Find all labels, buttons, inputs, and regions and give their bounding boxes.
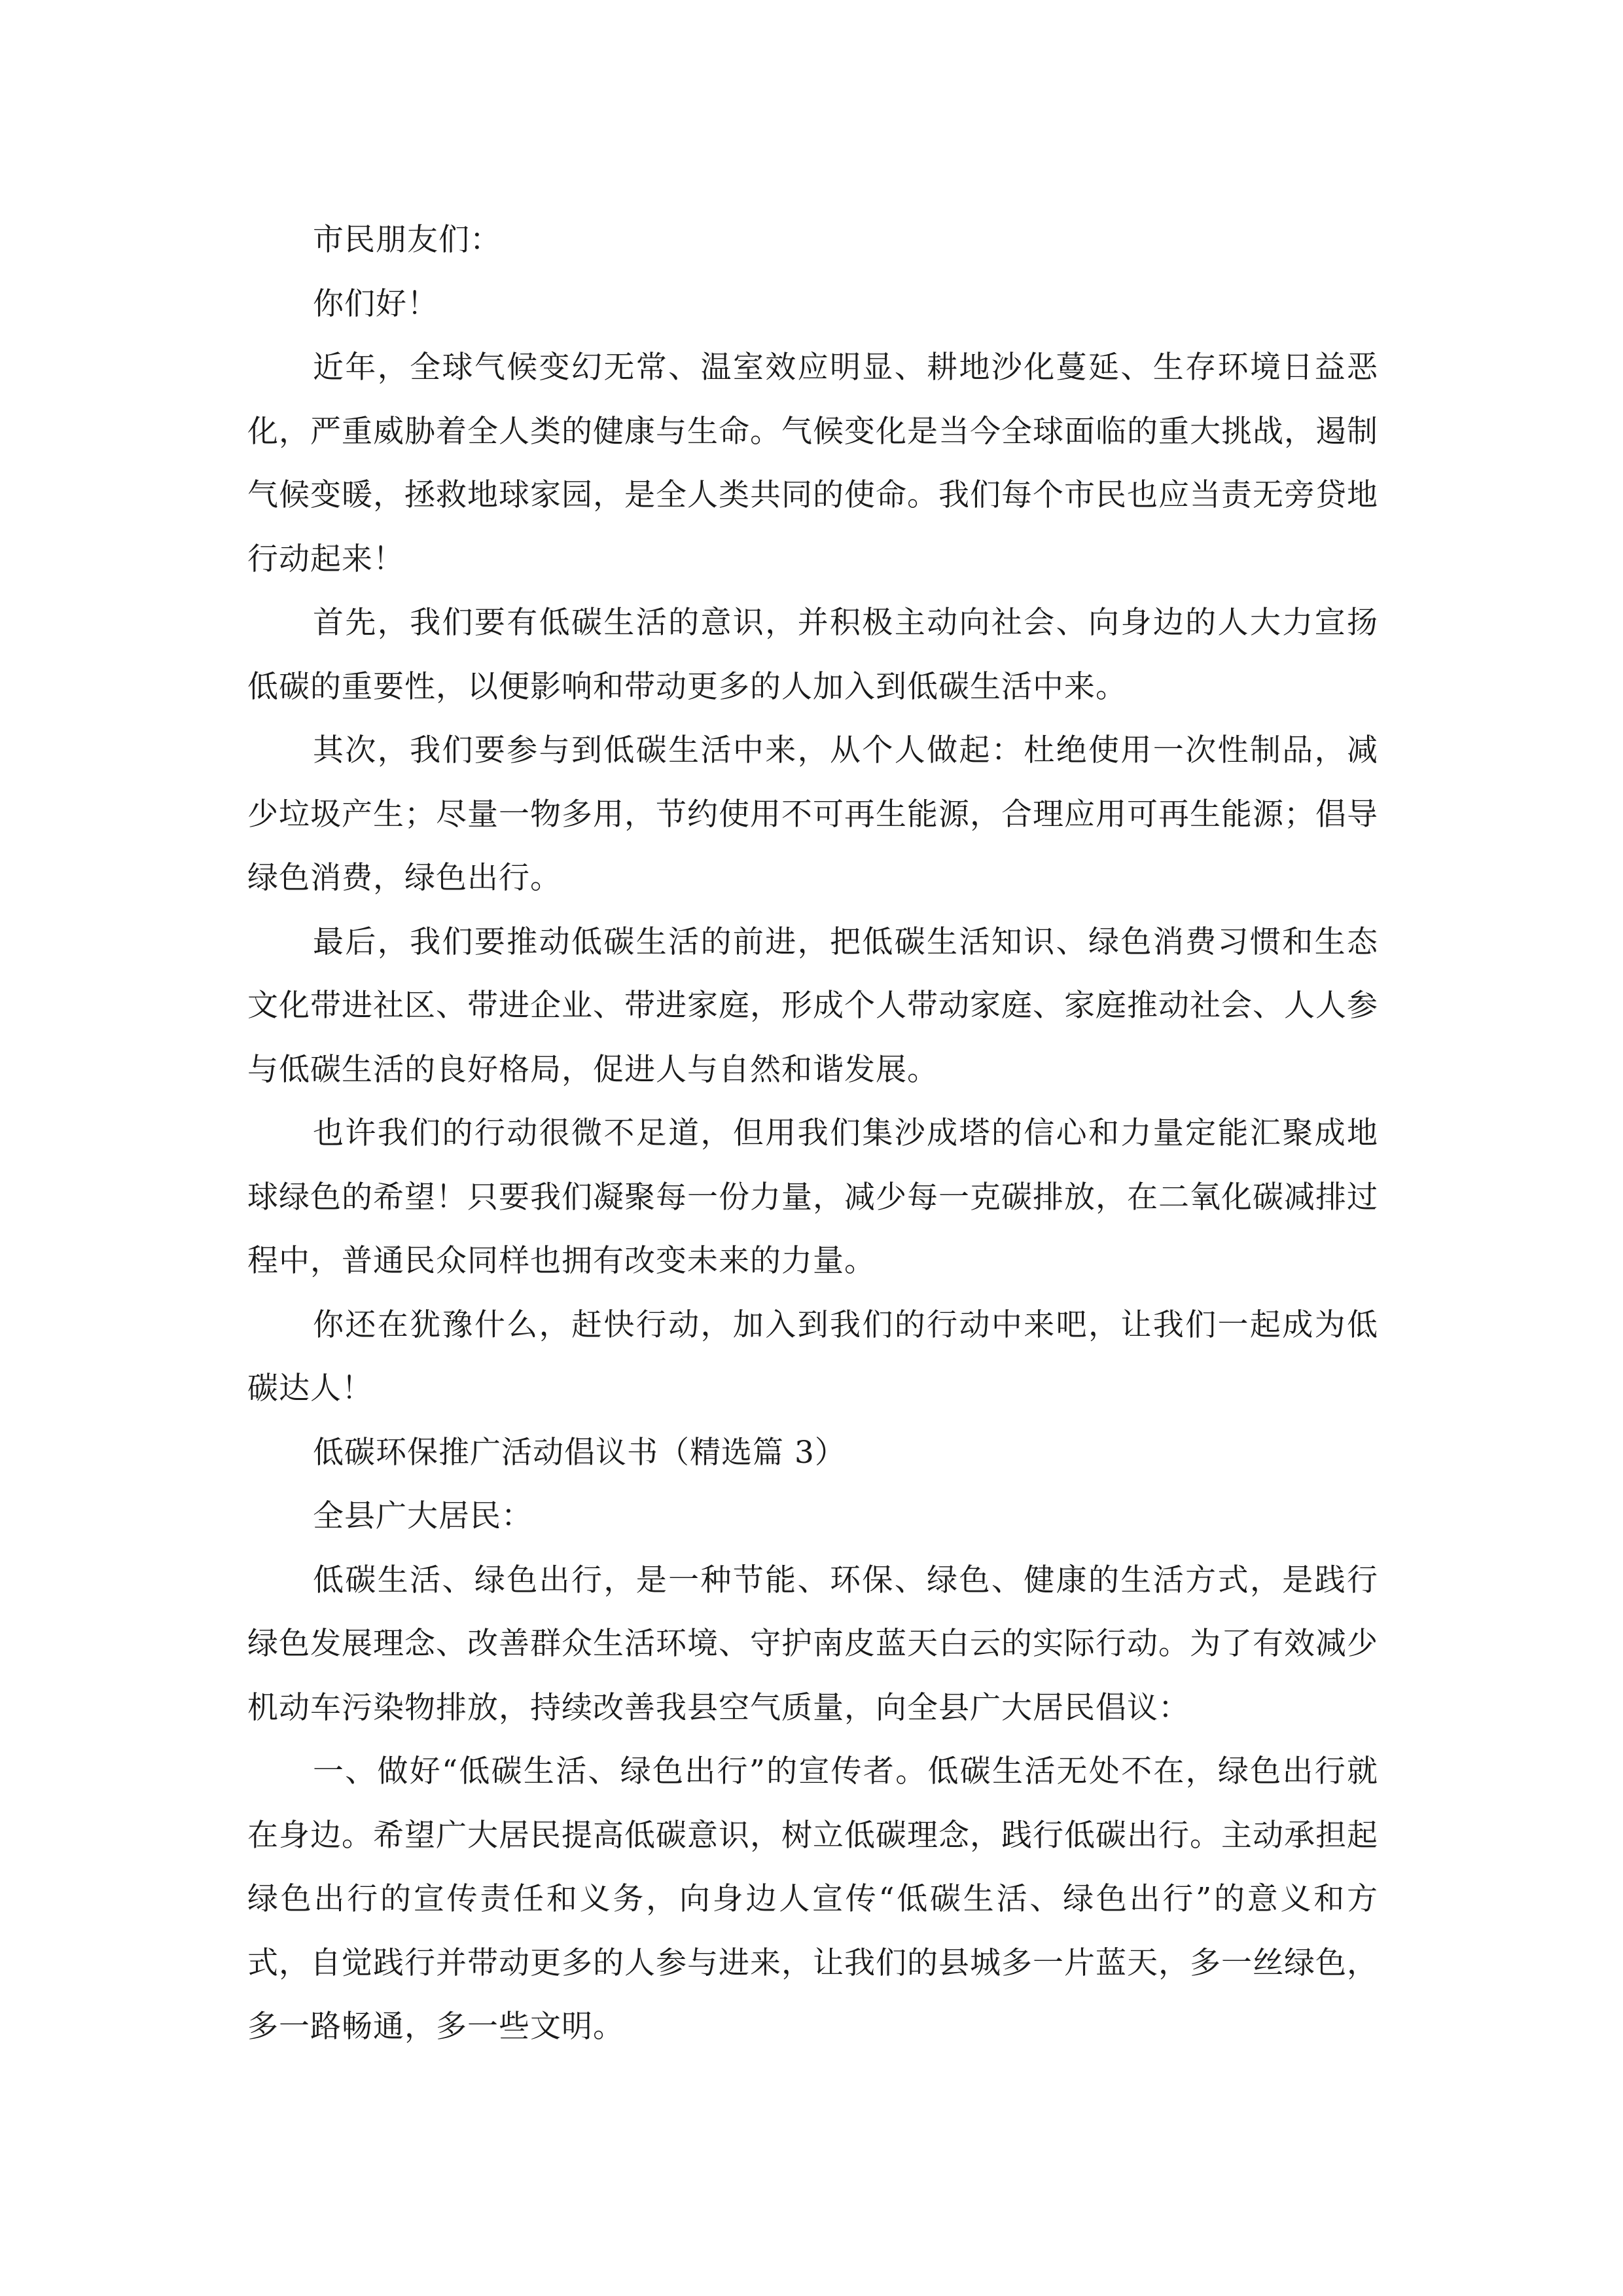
paragraph: 一、做好“低碳生活、绿色出行”的宣传者。低碳生活无处不在，绿色出行就在身边。希望广大居民提高低碳意识，树立低碳理念，践行低碳出行。主动承担起绿色出行的宣传责任和义务，向身边人宣传“低碳生活、绿色出行”的意义和方式，自觉践行并带动更多的人参与进来，让我们的县城多一片蓝天，多一丝绿色，多一路畅通，多一些文明。 [247, 1753, 1378, 2045]
paragraph: 低碳生活、绿色出行，是一种节能、环保、绿色、健康的生活方式，是践行绿色发展理念、改善群众生活环境、守护南皮蓝天白云的实际行动。为了有效减少机动车污染物排放，持续改善我县空气质量，向全县广大居民倡议： [247, 1562, 1378, 1726]
paragraph: 你还在犹豫什么，赶快行动，加入到我们的行动中来吧，让我们一起成为低碳达人！ [247, 1306, 1378, 1407]
section-title: 低碳环保推广活动倡议书（精选篇 3） [313, 1434, 846, 1471]
greeting: 市民朋友们： [313, 222, 501, 258]
paragraph: 首先，我们要有低碳生活的意识，并积极主动向社会、向身边的人大力宣扬低碳的重要性，以便影响和带动更多的人加入到低碳生活中来。 [247, 605, 1378, 705]
section-greeting: 全县广大居民： [313, 1498, 533, 1534]
paragraph: 近年，全球气候变幻无常、温室效应明显、耕地沙化蔓延、生存环境日益恶化，严重威胁着全人类的健康与生命。气候变化是当今全球面临的重大挑战，遏制气候变暖，拯救地球家园，是全人类共同的使命。我们每个市民也应当责无旁贷地行动起来！ [247, 350, 1378, 577]
hello: 你们好！ [313, 285, 438, 322]
paragraph: 其次，我们要参与到低碳生活中来，从个人做起：杜绝使用一次性制品，减少垃圾产生；尽量一物多用，节约使用不可再生能源，合理应用可再生能源；倡导绿色消费，绿色出行。 [247, 732, 1378, 896]
paragraph: 最后，我们要推动低碳生活的前进，把低碳生活知识、绿色消费习惯和生态文化带进社区、带进企业、带进家庭，形成个人带动家庭、家庭推动社会、人人参与低碳生活的良好格局，促进人与自然和谐发展。 [247, 924, 1378, 1088]
document-body [247, 208, 1378, 2059]
paragraph: 也许我们的行动很微不足道，但用我们集沙成塔的信心和力量定能汇聚成地球绿色的希望！只要我们凝聚每一份力量，减少每一克碳排放，在二氧化碳减排过程中，普通民众同样也拥有改变未来的力量。 [247, 1115, 1378, 1279]
